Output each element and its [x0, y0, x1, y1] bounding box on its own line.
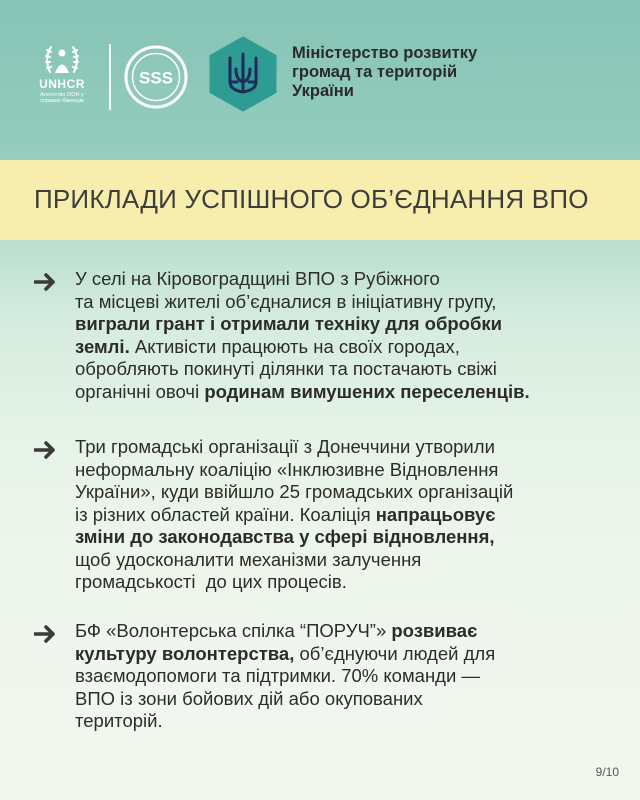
list-item-line — [75, 436, 614, 459]
ministry-line-1: Міністерство розвитку — [292, 44, 478, 62]
text-run: України», куди ввійшло 25 громадських організацій — [75, 481, 514, 502]
list-item-line — [75, 688, 614, 711]
text-run: щоб удосконалити механізми залучення — [75, 548, 422, 570]
unhcr-subtitle-line2: справах біженців — [40, 98, 84, 104]
text-run: громадськості до цих процесів. — [75, 571, 347, 592]
list-item-line — [75, 620, 614, 643]
unhcr-subtitle-line1: Агентство ООН у — [40, 92, 84, 98]
bold-text: напрацьовує — [375, 503, 496, 525]
text-run: обробляють покинуті ділянки та постачають свіжі — [75, 358, 497, 379]
list-item-line — [75, 504, 614, 527]
unhcr-name: UNHCR — [39, 77, 85, 91]
text-run: органічні овочі — [75, 380, 205, 402]
ministry-logo — [208, 36, 278, 112]
text-run: та місцеві жителі об’єдналися в ініціативну групу, — [75, 290, 497, 312]
arrow-right-icon — [34, 624, 58, 644]
text-run: взаємодопомоги та підтримки. 70% команди — — [75, 665, 480, 686]
header — [0, 0, 640, 160]
list-item-line — [75, 336, 614, 359]
list-item-line — [75, 549, 614, 572]
list-item-line — [75, 291, 614, 314]
bold-text: культуру волонтерства, — [75, 642, 295, 664]
list-item-text — [75, 268, 614, 403]
list-item-text — [75, 620, 614, 733]
text-run: У селі на Кіровоградщині ВПО з Рубіжного — [75, 268, 440, 289]
text-run: неформальну коаліцію «Інклюзивне Відновлення — [75, 458, 499, 480]
ministry-line-2: громад та територій — [292, 63, 458, 81]
list-item-line — [75, 358, 614, 381]
list-item-line — [75, 643, 614, 666]
list-item — [34, 268, 614, 403]
sss-logo-text: SSS — [138, 68, 174, 88]
bold-text: родинам вимушених переселенців. — [204, 380, 530, 402]
list-item-line — [75, 526, 614, 549]
text-run: територій. — [75, 710, 163, 731]
list-item — [34, 620, 614, 733]
list-item — [34, 436, 614, 594]
text-run: Три громадські організації з Донеччини утворили — [75, 436, 495, 457]
list-item-line — [75, 571, 614, 594]
unhcr-logo — [30, 42, 94, 104]
bold-text: розвиває — [391, 620, 478, 641]
logo-divider — [109, 44, 111, 110]
arrow-right-icon — [34, 440, 58, 460]
list-item-line — [75, 665, 614, 688]
list-item-line — [75, 313, 614, 336]
list-item-line — [75, 268, 614, 291]
text-run: об’єднуючи людей для — [294, 642, 496, 664]
page-number: 9/10 — [595, 765, 619, 779]
bold-text: землі. — [75, 335, 130, 357]
unhcr-subtitle — [30, 92, 94, 104]
list-item-line — [75, 459, 614, 482]
text-run: Активісти працюють на своїх городах, — [129, 335, 460, 357]
text-run: із різних областей країни. Коаліція — [75, 503, 376, 525]
unhcr-emblem-icon — [42, 42, 82, 76]
bold-text: зміни до законодавства у сфері відновлення, — [75, 526, 495, 547]
ministry-line-3: України — [292, 82, 354, 100]
list-item-text — [75, 436, 614, 594]
sss-logo-icon — [124, 45, 188, 109]
page-title: ПРИКЛАДИ УСПІШНОГО ОБ’ЄДНАННЯ ВПО — [34, 184, 589, 214]
bold-text: виграли грант і отримали техніку для обробки — [75, 313, 503, 334]
arrow-right-icon — [34, 272, 58, 292]
text-run: ВПО із зони бойових дій або окупованих — [75, 687, 423, 709]
list-item-line — [75, 481, 614, 504]
ministry-name — [292, 44, 477, 101]
list-item-line — [75, 710, 614, 733]
text-run: БФ «Волонтерська спілка “ПОРУЧ”» — [75, 620, 392, 641]
list-item-line — [75, 381, 614, 404]
